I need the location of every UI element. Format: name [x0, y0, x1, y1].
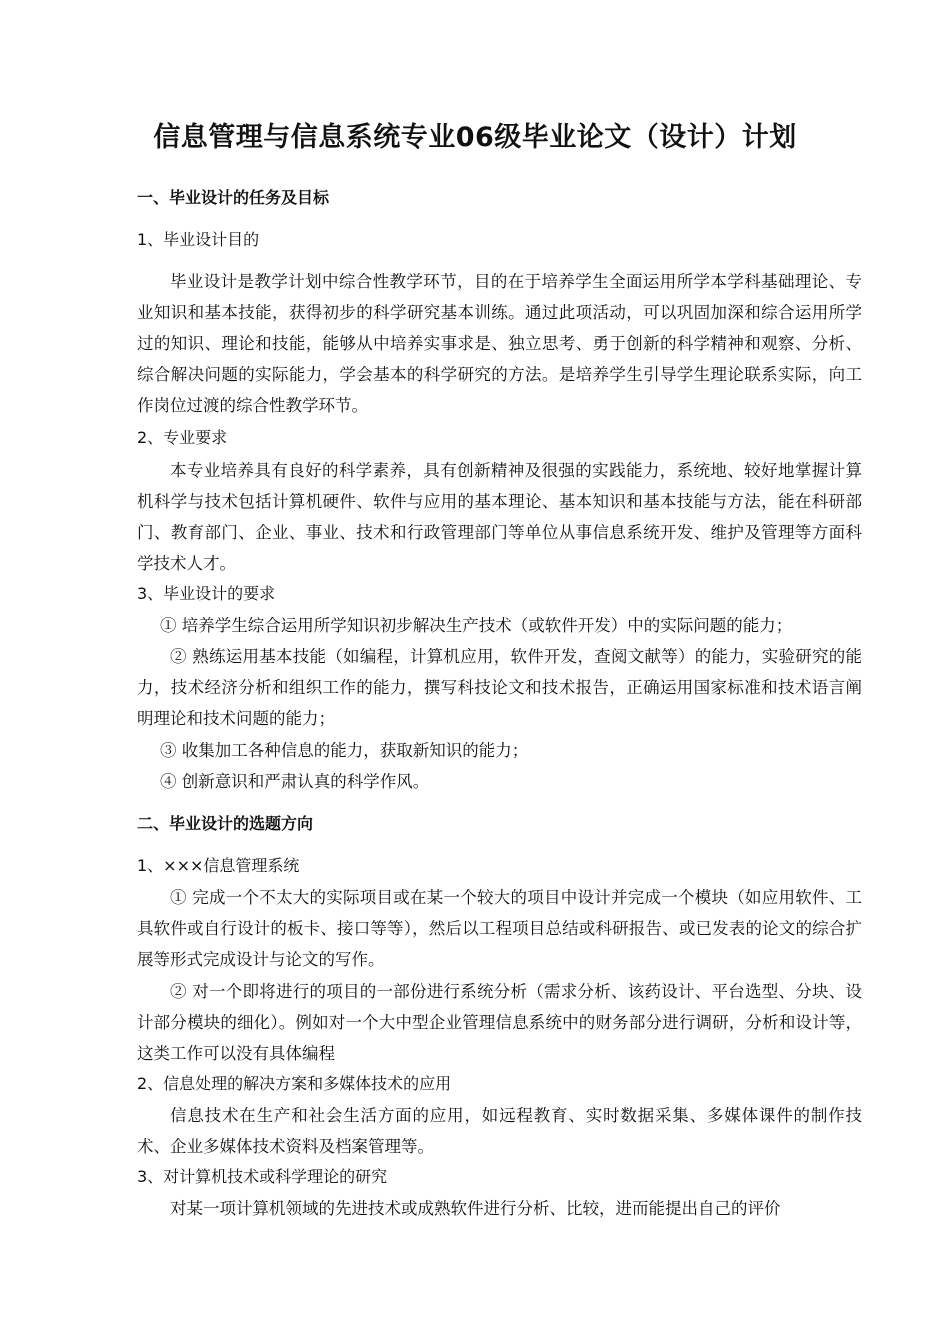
subheading-design-purpose: 1、毕业设计目的 [137, 230, 260, 249]
list-item-requirement-1: ① 培养学生综合运用所学知识初步解决生产技术（或软件开发）中的实际问题的能力； [160, 616, 793, 635]
list-item-requirement-3: ③ 收集加工各种信息的能力，获取新知识的能力； [160, 741, 529, 760]
subheading-major-requirements: 2、专业要求 [137, 428, 228, 447]
subheading-info-management-system: 1、×××信息管理系统 [137, 856, 300, 875]
list-item-topic-1: ① 完成一个不太大的实际项目或在某一个较大的项目中设计并完成一个模块（如应用软件、工具软件或自行设计的板卡、接口等等），然后以工程项目总结或科研报告、或已发表的论文的综合扩展等形式完成设计与论文的写作。 [137, 888, 862, 969]
section-heading-topic-directions: 二、毕业设计的选题方向 [137, 814, 314, 833]
subheading-info-processing-multimedia: 2、信息处理的解决方案和多媒体技术的应用 [137, 1074, 452, 1093]
paragraph-design-purpose: 毕业设计是教学计划中综合性教学环节，目的在于培养学生全面运用所学本学科基础理论、专业知识和基本技能，获得初步的科学研究基本训练。通过此项活动，可以巩固加深和综合运用所学过的知识、理论和技能，能够从中培养实事求是、独立思考、勇于创新的科学精神和观察、分析、综合解决问题的实际能力，学会基本的科学研究的方法。是培养学生引导学生理论联系实际，向工作岗位过渡的综合性教学环节。 [137, 272, 862, 415]
subheading-design-requirements: 3、毕业设计的要求 [137, 584, 276, 603]
list-item-requirement-4: ④ 创新意识和严肃认真的科学作风。 [160, 772, 430, 791]
section-heading-tasks-goals: 一、毕业设计的任务及目标 [137, 188, 330, 207]
paragraph-computer-technology-research: 对某一项计算机领域的先进技术或成熟软件进行分析、比较，进而能提出自己的评价 [170, 1199, 781, 1218]
paragraph-major-requirements: 本专业培养具有良好的科学素养，具有创新精神及很强的实践能力，系统地、较好地掌握计算机科学与技术包括计算机硬件、软件与应用的基本理论、基本知识和基本技能与方法，能在科研部门、教育部门、企业、事业、技术和行政管理部门等单位从事信息系统开发、维护及管理等方面科学技术人才。 [137, 461, 862, 573]
document-title: 信息管理与信息系统专业06级毕业论文（设计）计划 [153, 122, 797, 153]
list-item-requirement-2: ② 熟练运用基本技能（如编程，计算机应用，软件开发，查阅文献等）的能力，实验研究的能力，技术经济分析和组织工作的能力，撰写科技论文和技术报告，正确运用国家标准和技术语言阐明理论和技术问题的能力； [137, 647, 862, 728]
paragraph-info-processing-multimedia: 信息技术在生产和社会生活方面的应用，如远程教育、实时数据采集、多媒体课件的制作技术、企业多媒体技术资料及档案管理等。 [137, 1106, 862, 1156]
list-item-topic-2: ② 对一个即将进行的项目的一部份进行系统分析（需求分析、该药设计、平台选型、分块、设计部分模块的细化）。例如对一个大中型企业管理信息系统中的财务部分进行调研，分析和设计等，这类工作可以没有具体编程 [137, 982, 862, 1063]
subheading-computer-technology-research: 3、对计算机技术或科学理论的研究 [137, 1167, 388, 1186]
